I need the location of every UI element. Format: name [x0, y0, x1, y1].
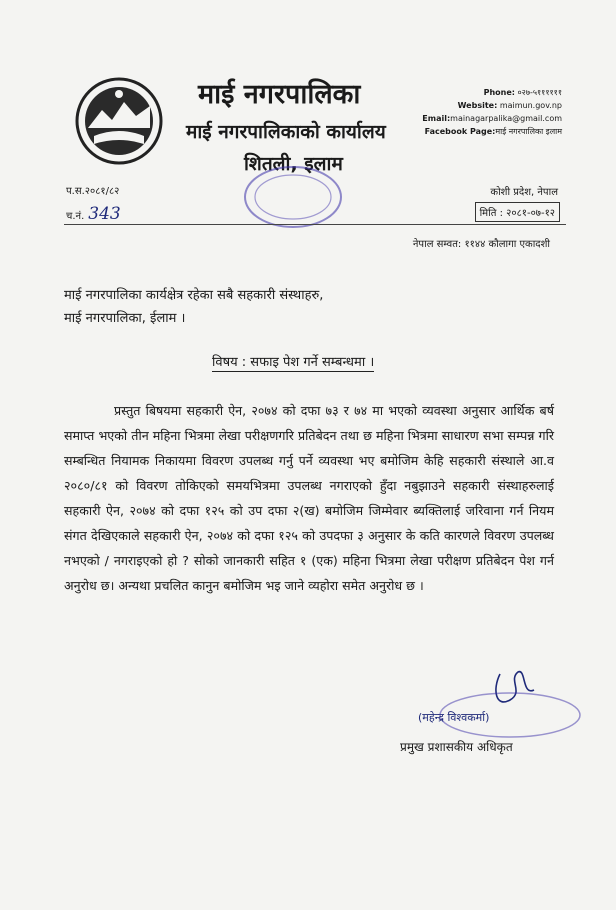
reference-number: प.स.२०८१/८२ [66, 186, 120, 197]
province-label: कोशी प्रदेश, नेपाल [490, 187, 558, 198]
recipient-line-1: माई नगरपालिका कार्यक्षेत्र रहेका सबै सहकारी संस्थाहरु, [64, 288, 324, 303]
nepal-samvat-date: नेपाल सम्वत: ११४४ कौलागा एकादशी [412, 239, 550, 250]
office-stamp-icon [238, 162, 348, 232]
signatory-name: (महेन्द्र विश्वकर्मा) [418, 711, 490, 724]
header-divider [64, 224, 566, 225]
letter-body [64, 398, 554, 598]
contact-email: Email:mainagarpalika@gmail.com [422, 114, 562, 123]
letter-subject: विषय : सफाइ पेश गर्ने सम्बन्धमा । [212, 355, 375, 370]
recipient-block [64, 284, 323, 330]
contact-block [422, 86, 562, 138]
contact-facebook: Facebook Page:माई नगरपालिका इलाम [424, 127, 562, 136]
signatory-designation: प्रमुख प्रशासकीय अधिकृत [400, 740, 513, 754]
contact-website: Website: maimun.gov.np [457, 101, 562, 110]
letter-date: मिति : २०८१-०७-१२ [475, 202, 560, 222]
recipient-line-2: माई नगरपालिका, ईलाम । [64, 311, 186, 326]
letterhead-title: माई नगरपालिका [198, 79, 361, 110]
letterhead-place: शितली, इलाम [244, 153, 343, 175]
body-paragraph: प्रस्तुत बिषयमा सहकारी ऐन, २०७४ को दफा ७३ र ७४ मा भएको व्यवस्था अनुसार आर्थिक बर्ष समाप्त भएको तीन महिना भित्रमा लेखा परीक्षणगरि प्रतिबेदन तथा छ महिना भित्रमा साधारण सभा सम्पन्न गरि सम्बन्धित नियामक निकायमा विवरण उपलब्ध गर्नु पर्ने व्यवस्था भए बमोजिम केहि सहकारी संस्थाले आ.व २०८०/८१ को विवरण तोकिएको समयभित्रमा उपलब्ध नगराएको हुँदा नबुझाउने सहकारी संस्थाहरुलाई सहकारी ऐन, २०७४ को दफा १२५ को उप दफा २(ख) बमोजिम जिम्मेवार ब्यक्तिलाई जरिवाना गर्न नियम संगत देखिएकाले सहकारी ऐन, २०७४ को दफा १२५ को उपदफा ३ अनुसार के कति कारणले विवरण उपलब्ध नभएको / नगराइएको हो ? सोको जानकारी सहित १ (एक) महिना भित्रमा लेखा परीक्षण प्रतिबेदन पेश गर्न अनुरोध छ। अन्यथा प्रचलित कानुन बमोजिम भइ जाने व्यहोरा समेत अनुरोध छ । [64, 403, 554, 593]
letterhead-subtitle: माई नगरपालिकाको कार्यालय [186, 121, 386, 143]
dispatch-number: च.नं. 343 [66, 204, 121, 224]
municipality-emblem-icon [74, 76, 164, 166]
contact-phone: Phone: ०२७-५११११११ [483, 88, 562, 97]
